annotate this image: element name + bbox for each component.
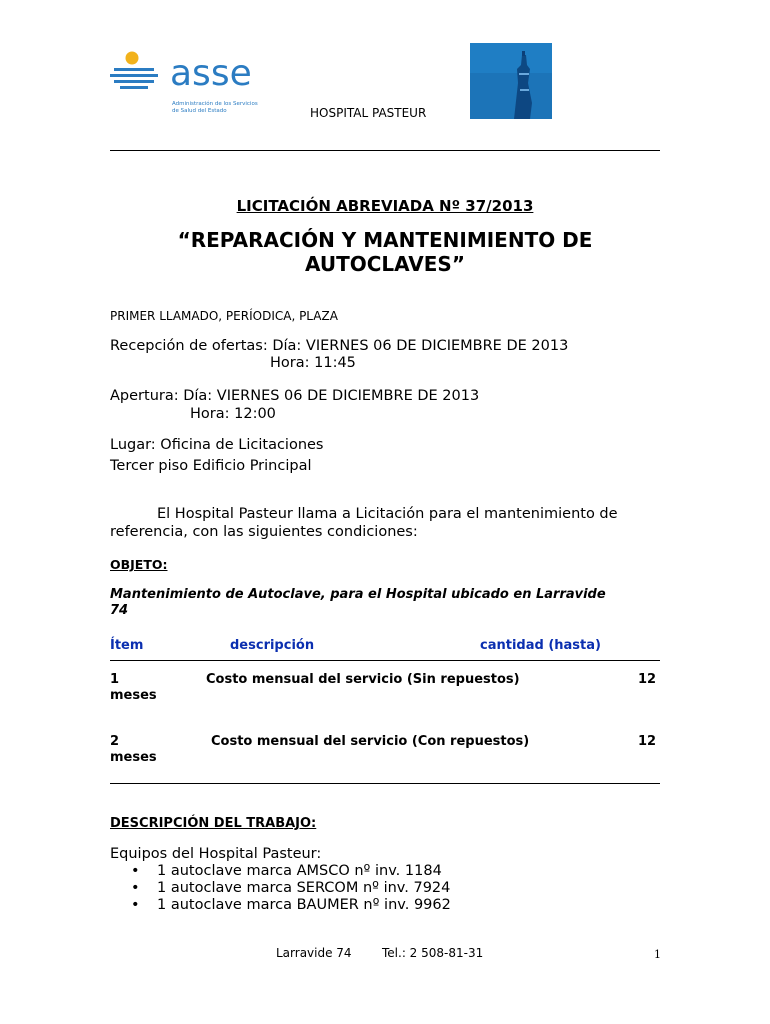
list-item: 1 autoclave marca AMSCO nº inv. 1184 [157,863,442,879]
trabajo-heading: DESCRIPCIÓN DEL TRABAJO: [110,816,317,831]
table-row-2-cantidad: 12 [638,734,657,749]
table-header-rule [110,660,660,661]
table-header-cantidad: cantidad (hasta) [480,638,601,653]
logo-wordmark: asse [170,53,252,94]
table-header-item: Ítem [110,638,144,653]
tower-photo-icon [470,43,552,119]
table-row-2-descripcion: Costo mensual del servicio (Con repuestos) [211,734,530,749]
obra-title-line2: AUTOCLAVES” [305,252,465,276]
trabajo-intro: Equipos del Hospital Pasteur: [110,846,322,862]
footer-address: Larravide 74 [276,946,352,960]
recepcion-hora: Hora: 11:45 [270,355,356,371]
footer-phone: Tel.: 2 508-81-31 [382,946,484,960]
lugar-line1: Lugar: Oficina de Licitaciones [110,437,324,453]
objeto-text-line1: Mantenimiento de Autoclave, para el Hospital ubicado en Larravide [110,587,606,602]
apertura-hora: Hora: 12:00 [190,406,276,422]
llamado-text: PRIMER LLAMADO, PERÍODICA, PLAZA [110,309,338,323]
intro-line1: El Hospital Pasteur llama a Licitación para el mantenimiento de [157,506,618,522]
bullet-icon: • [131,880,140,896]
intro-line2: referencia, con las siguientes condiciones: [110,524,418,540]
apertura-dia: Apertura: Día: VIERNES 06 DE DICIEMBRE DE 2013 [110,388,480,404]
list-item: 1 autoclave marca BAUMER nº inv. 9962 [157,897,451,913]
table-row-1-cantidad: 12 [638,672,657,687]
recepcion-dia: Recepción de ofertas: Día: VIERNES 06 DE DICIEMBRE DE 2013 [110,338,569,354]
bullet-icon: • [131,897,140,913]
hospital-name: HOSPITAL PASTEUR [310,106,427,120]
table-bottom-rule [110,783,660,784]
obra-title-line1: “REPARACIÓN Y MANTENIMIENTO DE [177,228,593,252]
lugar-line2: Tercer piso Edificio Principal [110,458,312,474]
list-item: 1 autoclave marca SERCOM nº inv. 7924 [157,880,451,896]
table-row-1-item: 1 [110,672,120,687]
hospital-photo [470,43,552,119]
table-row-2-item: 2 [110,734,120,749]
objeto-text-line2: 74 [110,603,129,618]
table-row-2-unidad: meses [110,750,157,765]
header-divider [110,150,660,151]
objeto-heading: OBJETO: [110,557,168,572]
page-number: 1 [654,948,661,961]
asse-logo-mark-icon [110,48,170,118]
logo-subtitle: Administración de los Servicios de Salud del Estado [172,101,258,114]
table-row-1-descripcion: Costo mensual del servicio (Sin repuestos) [206,672,520,687]
licitacion-title: LICITACIÓN ABREVIADA Nº 37/2013 [236,197,534,215]
bullet-icon: • [131,863,140,879]
table-header-descripcion: descripción [230,638,315,653]
table-row-1-unidad: meses [110,688,157,703]
